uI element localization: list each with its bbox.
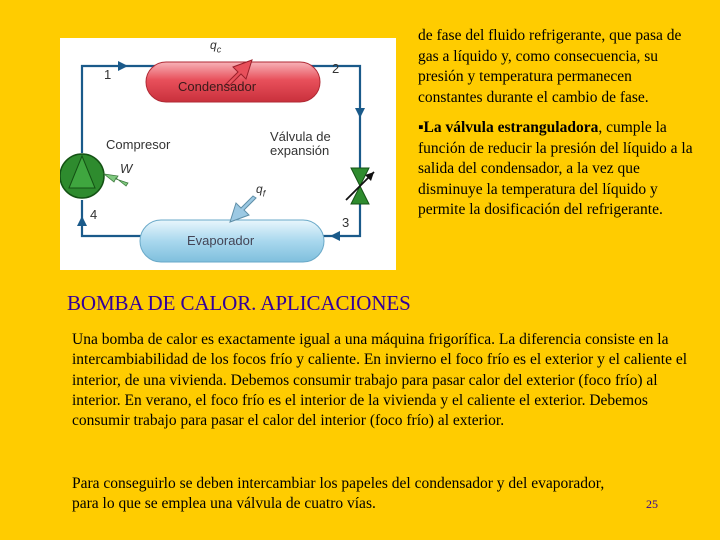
state-2-label: 2	[332, 61, 340, 76]
flow-arrow-top-icon	[118, 61, 128, 71]
heat-in-arrow-icon	[230, 196, 256, 222]
right-text-column	[418, 26, 693, 221]
flow-arrow-bottom-icon	[330, 231, 340, 241]
refrigeration-cycle-diagram	[60, 38, 396, 270]
flow-arrow-left-icon	[77, 216, 87, 226]
heat-in-label: $q_f$	[256, 182, 266, 199]
work-label: W	[120, 161, 133, 176]
section-heading: BOMBA DE CALOR. APLICACIONES	[67, 291, 411, 315]
valve-label-line2: expansión	[270, 143, 330, 158]
evaporator-label: Evaporador	[187, 233, 255, 248]
condenser-label: Condensador	[178, 79, 257, 94]
four-way-valve-paragraph: Para conseguirlo se deben intercambiar los papeles del condensador y del evaporador, para lo que se emplea una válvula de cuatro vías.	[72, 475, 605, 513]
state-3-label: 3	[342, 215, 350, 230]
flow-arrow-right-icon	[355, 108, 365, 118]
state-1-label: 1	[104, 67, 112, 82]
compressor-label: Compresor	[106, 137, 171, 152]
valve-description: , cumple la función de reducir la presión del líquido a la salida del condensador, a la vez que disminuye la temperatura del líquido y permite la dosificación del refrigerante.	[418, 119, 693, 218]
bullet-icon: ▪	[418, 119, 424, 136]
valve-term: La válvula estranguladora	[423, 119, 599, 136]
valve-label-line1: Válvula de	[270, 129, 331, 144]
fluid-phase-paragraph: de fase del fluido refrigerante, que pasa de gas a líquido y, como consecuencia, su presión y temperatura permanecen constantes durante el cambio de fase.	[418, 27, 682, 106]
page-number: 25	[646, 497, 658, 511]
heat-out-label: $q_c$	[210, 38, 222, 55]
heat-pump-paragraph: Una bomba de calor es exactamente igual a una máquina frigorífica. La diferencia consiste en la intercambiabilidad de los focos frío y caliente. En invierno el foco frío es el exterior y el caliente el interior, de una vivienda. Debemos consumir trabajo para pasar calor del exterior (foco frío) al interior. En verano, el foco frío es el interior de la vivienda y el caliente el exterior. Debemos consumir trabajo para pasar el calor del interior (foco frío) al exterior.	[72, 331, 688, 430]
state-4-label: 4	[90, 207, 98, 222]
valve-paragraph	[418, 118, 693, 221]
